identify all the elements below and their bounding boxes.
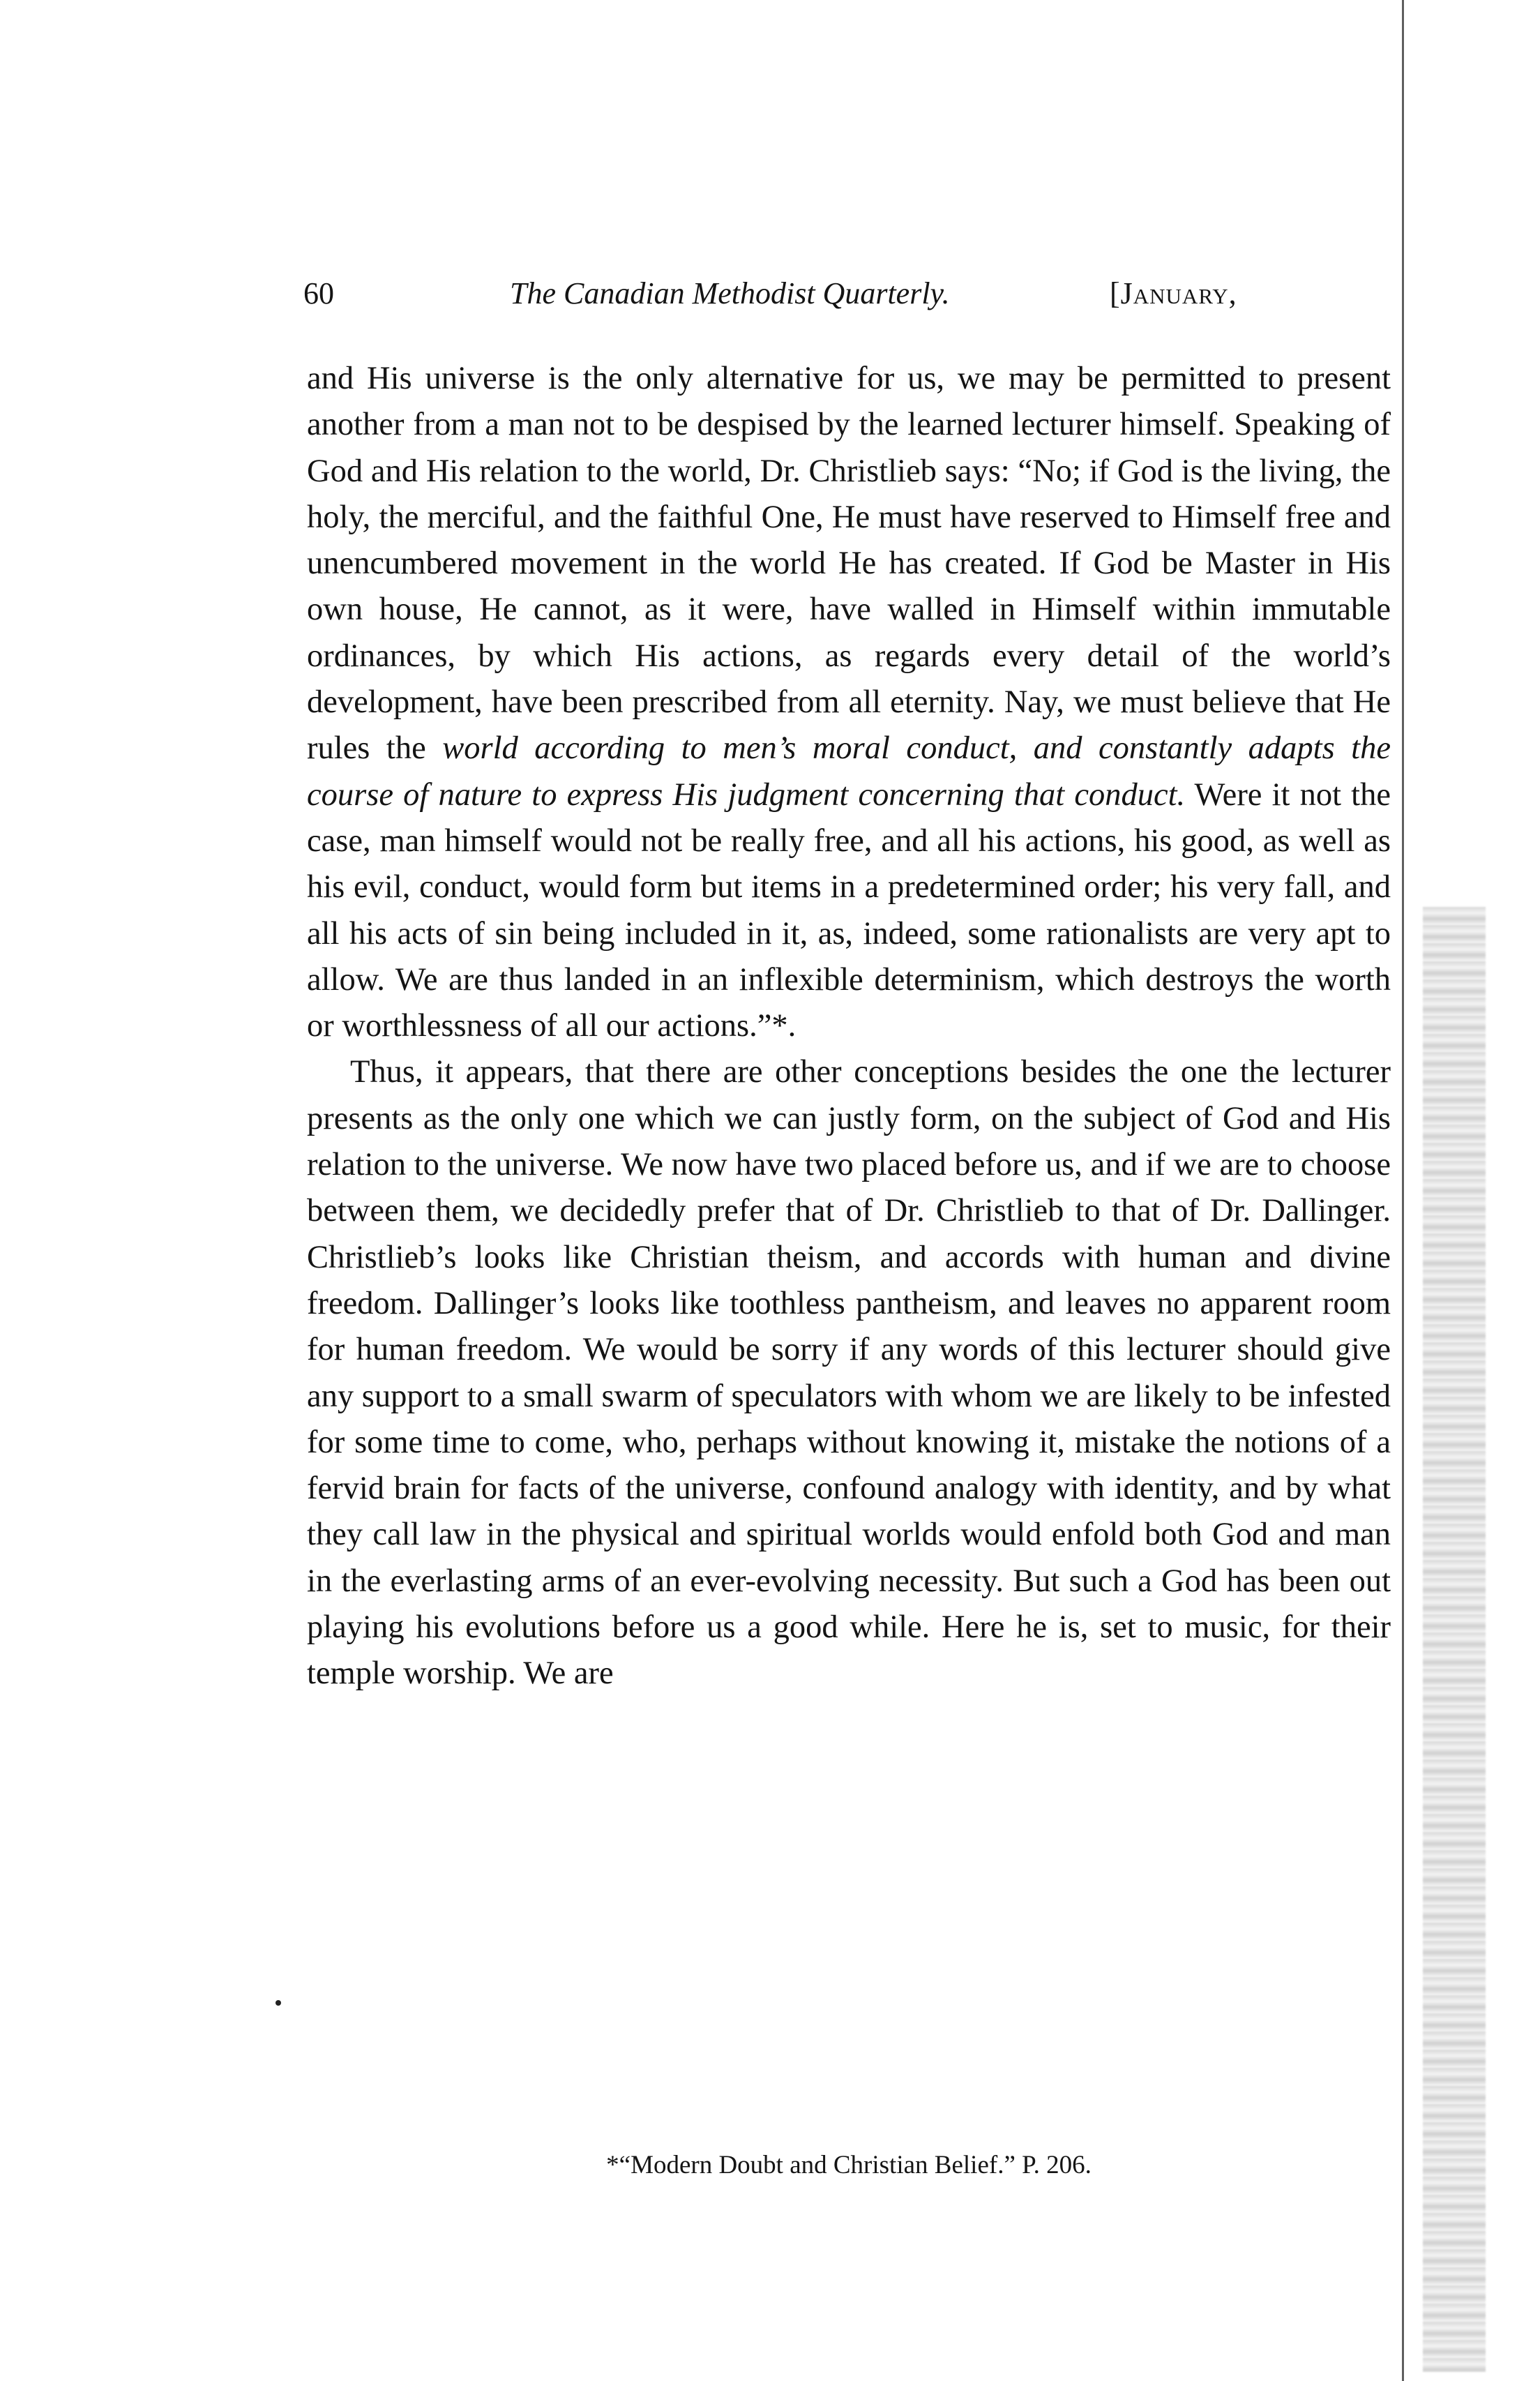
running-header xyxy=(303,276,1398,317)
text-span: and His universe is the only alternative for us, we may be permitted to present another from a man not to be despised by the learned lecturer himself. Speaking of God and His relation to the world, Dr. Christlieb says: “No; if God is the living, the holy, the merciful, and the faithful One, He must have reserved to Himself free and unencumbered movement in the world He has created. If God be Master in His own house, He cannot, as it were, have walled in Himself within immutable ordinances, by which His actions, as regards every detail of the world’s development, have been prescribed from all eternity. Nay, we must believe that He rules the xyxy=(307,361,1391,767)
page-number: 60 xyxy=(303,276,334,310)
footnote: *“Modern Doubt and Christian Belief.” P. 206. xyxy=(606,2151,1092,2179)
body-text xyxy=(307,356,1391,1697)
page-edge-line xyxy=(1402,0,1404,2381)
text-span: Thus, it appears, that there are other conceptions besides the one the lecturer presents as the only one which we can justly form, on the subject of God and His relation to the universe. We now have two placed before us, and if we are to choose between them, we decidedly prefer that of Dr. Christlieb to that of Dr. Dallinger. Christlieb’s looks like Christian theism, and accords with human and divine freedom. Dallinger’s looks like toothless pantheism, and leaves no apparent room for human freedom. We would be sorry if any words of this lecturer should give any support to a small swarm of speculators with whom we are likely to be infested for some time to come, who, perhaps without knowing it, mistake the notions of a fervid brain for facts of the universe, confound analogy with identity, and by what they call law in the physical and spiritual worlds would enfold both God and man in the everlasting arms of an ever-evolving necessity. But such a God has been out playing his evolutions before us a good while. Here he is, set to music, for their temple worship. We are xyxy=(307,1054,1391,1692)
paragraph xyxy=(307,1049,1391,1697)
margin-mark xyxy=(275,2000,281,2006)
italic-text-span: world according to men’s moral conduct, and constantly adapts the course of nature to express His judgment concerning that conduct. xyxy=(307,730,1391,813)
journal-title: The Canadian Methodist Quarterly. xyxy=(510,276,950,310)
issue-month: [January, xyxy=(1110,276,1237,310)
text-span: Were it not the case, man himself would not be really free, and all his actions, his good, as well as his evil, conduct, would form but items in a predetermined order; his very fall, and all his acts of sin being included in it, as, indeed, some rationalists are very apt to allow. We are thus landed in an inflexible determinism, which destroys the worth or worthlessness of all our actions.”*. xyxy=(307,776,1391,1044)
binding-shadow xyxy=(1423,907,1486,2372)
paragraph xyxy=(307,356,1391,1049)
